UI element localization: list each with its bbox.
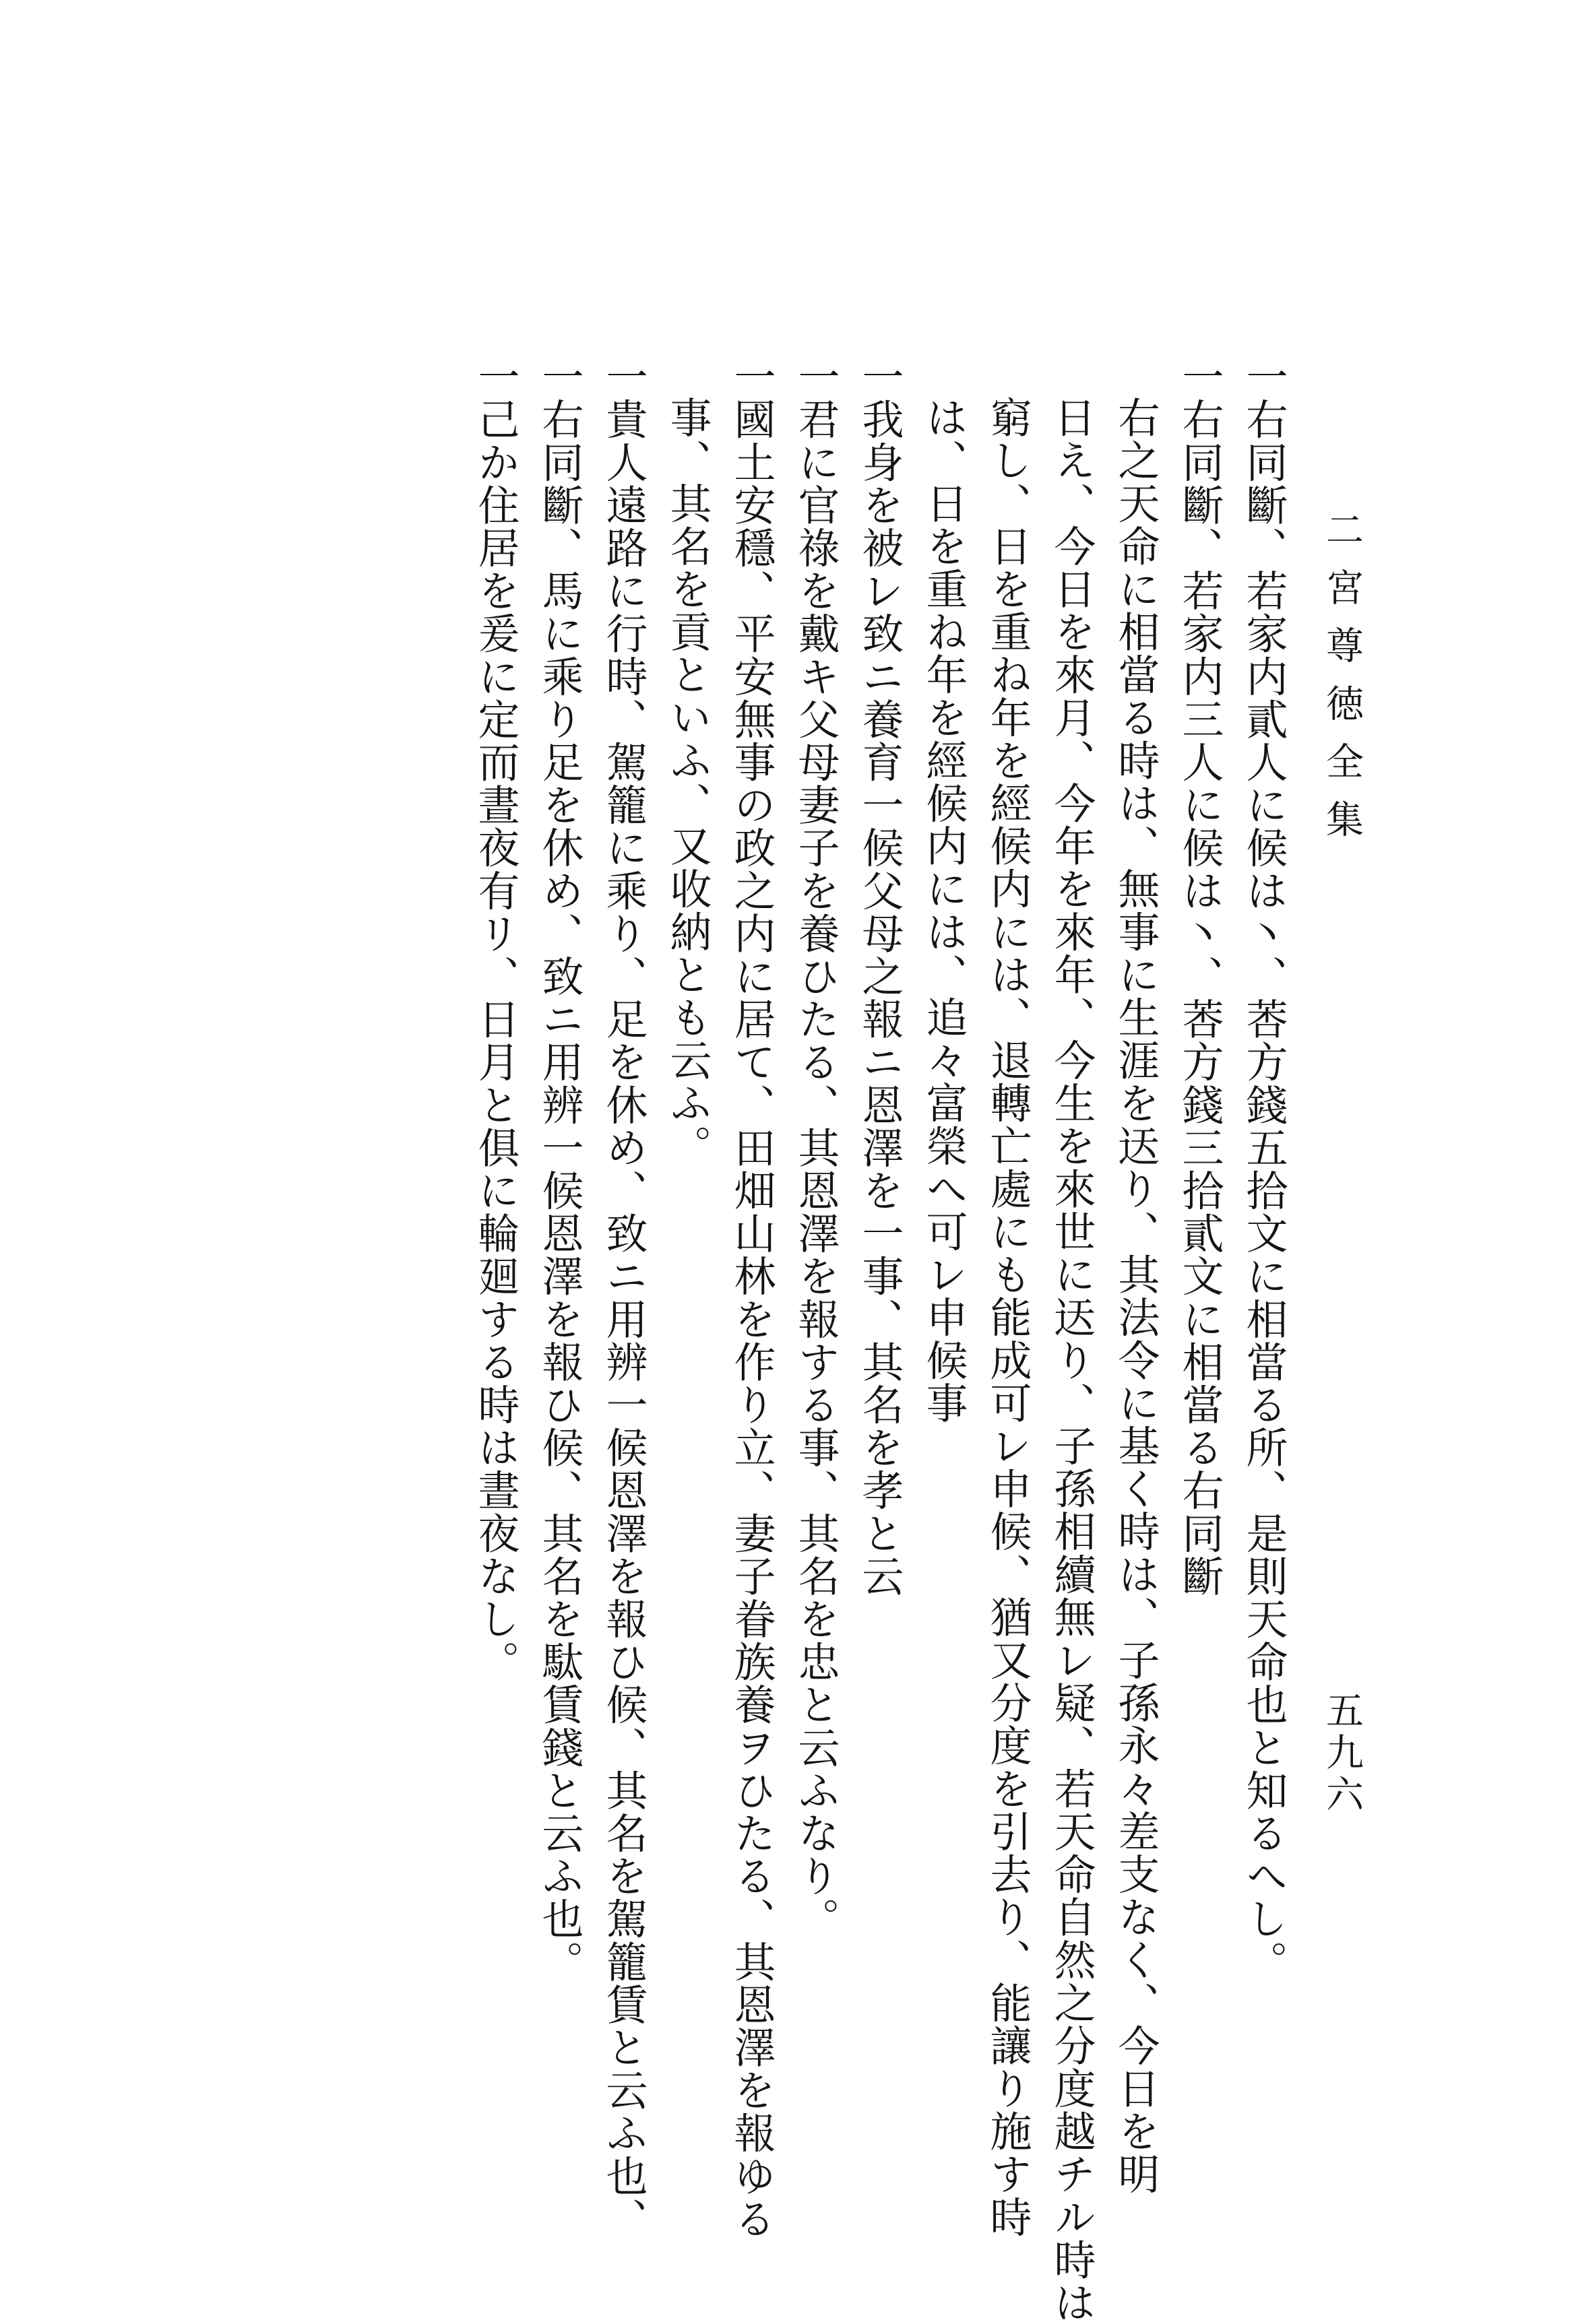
text-column-12: 一右同斷、馬に乘り足を休め、致ニ用辨一候恩澤を報ひ候、其名を駄賃錢と云ふ也。: [535, 355, 584, 1983]
text-column-8: 一君に官祿を戴キ父母妻子を養ひたる、其恩澤を報する事、其名を忠と云ふなり。: [791, 355, 840, 1941]
text-column-11: 一貴人遠路に行時、駕籠に乘り、足を休め、致ニ用辨一候恩澤を報ひ候、其名を駕籠賃と云ふ也、: [599, 355, 648, 2240]
running-title: 二宮尊徳全集: [1320, 510, 1364, 858]
text-column-5: 窮し、日を重ね年を經候内には、退轉亡處にも能成可レ申候、猶又分度を引去り、能讓り施す時: [983, 396, 1032, 2238]
text-column-4: 日え、今日を來月、今年を來年、今生を來世に迗り、子孫相續無レ疑、若天命自然之分度越チル時は: [1047, 396, 1096, 2324]
text-column-2: 一右同斷、若家内三人に候は丶、莕方錢三拾貳文に相當る右同斷: [1175, 355, 1224, 1598]
text-column-6: は、日を重ね年を經候内には、追々富榮へ可レ申候事: [919, 396, 968, 1425]
text-column-1: 一右同斷、若家内貳人に候は丶、莕方錢五拾文に相當る所、是則天命也と知るへし。: [1239, 355, 1288, 1983]
text-column-3: 右之天命に相當る時は、無事に生涯を迗り、其法令に基く時は、子孫永々差支なく、今日を明: [1111, 396, 1160, 2196]
text-column-10: 事、其名を貢といふ、又收納とも云ふ。: [663, 396, 712, 1167]
text-column-7: 一我身を被レ致ニ養育一候父母之報ニ恩澤を一事、其名を孝と云: [855, 355, 904, 1598]
page-number: 五九六: [1320, 1691, 1364, 1816]
text-column-9: 一國土安穩、平安無事の政之内に居て、田畑山林を作り立、妻子眷族養ヲひたる、其恩澤を報ゆる: [727, 355, 776, 2240]
text-column-13: 一己か住居を爰に定而晝夜有リ、日月と俱に輪廻する時は晝夜なし。: [471, 355, 520, 1683]
